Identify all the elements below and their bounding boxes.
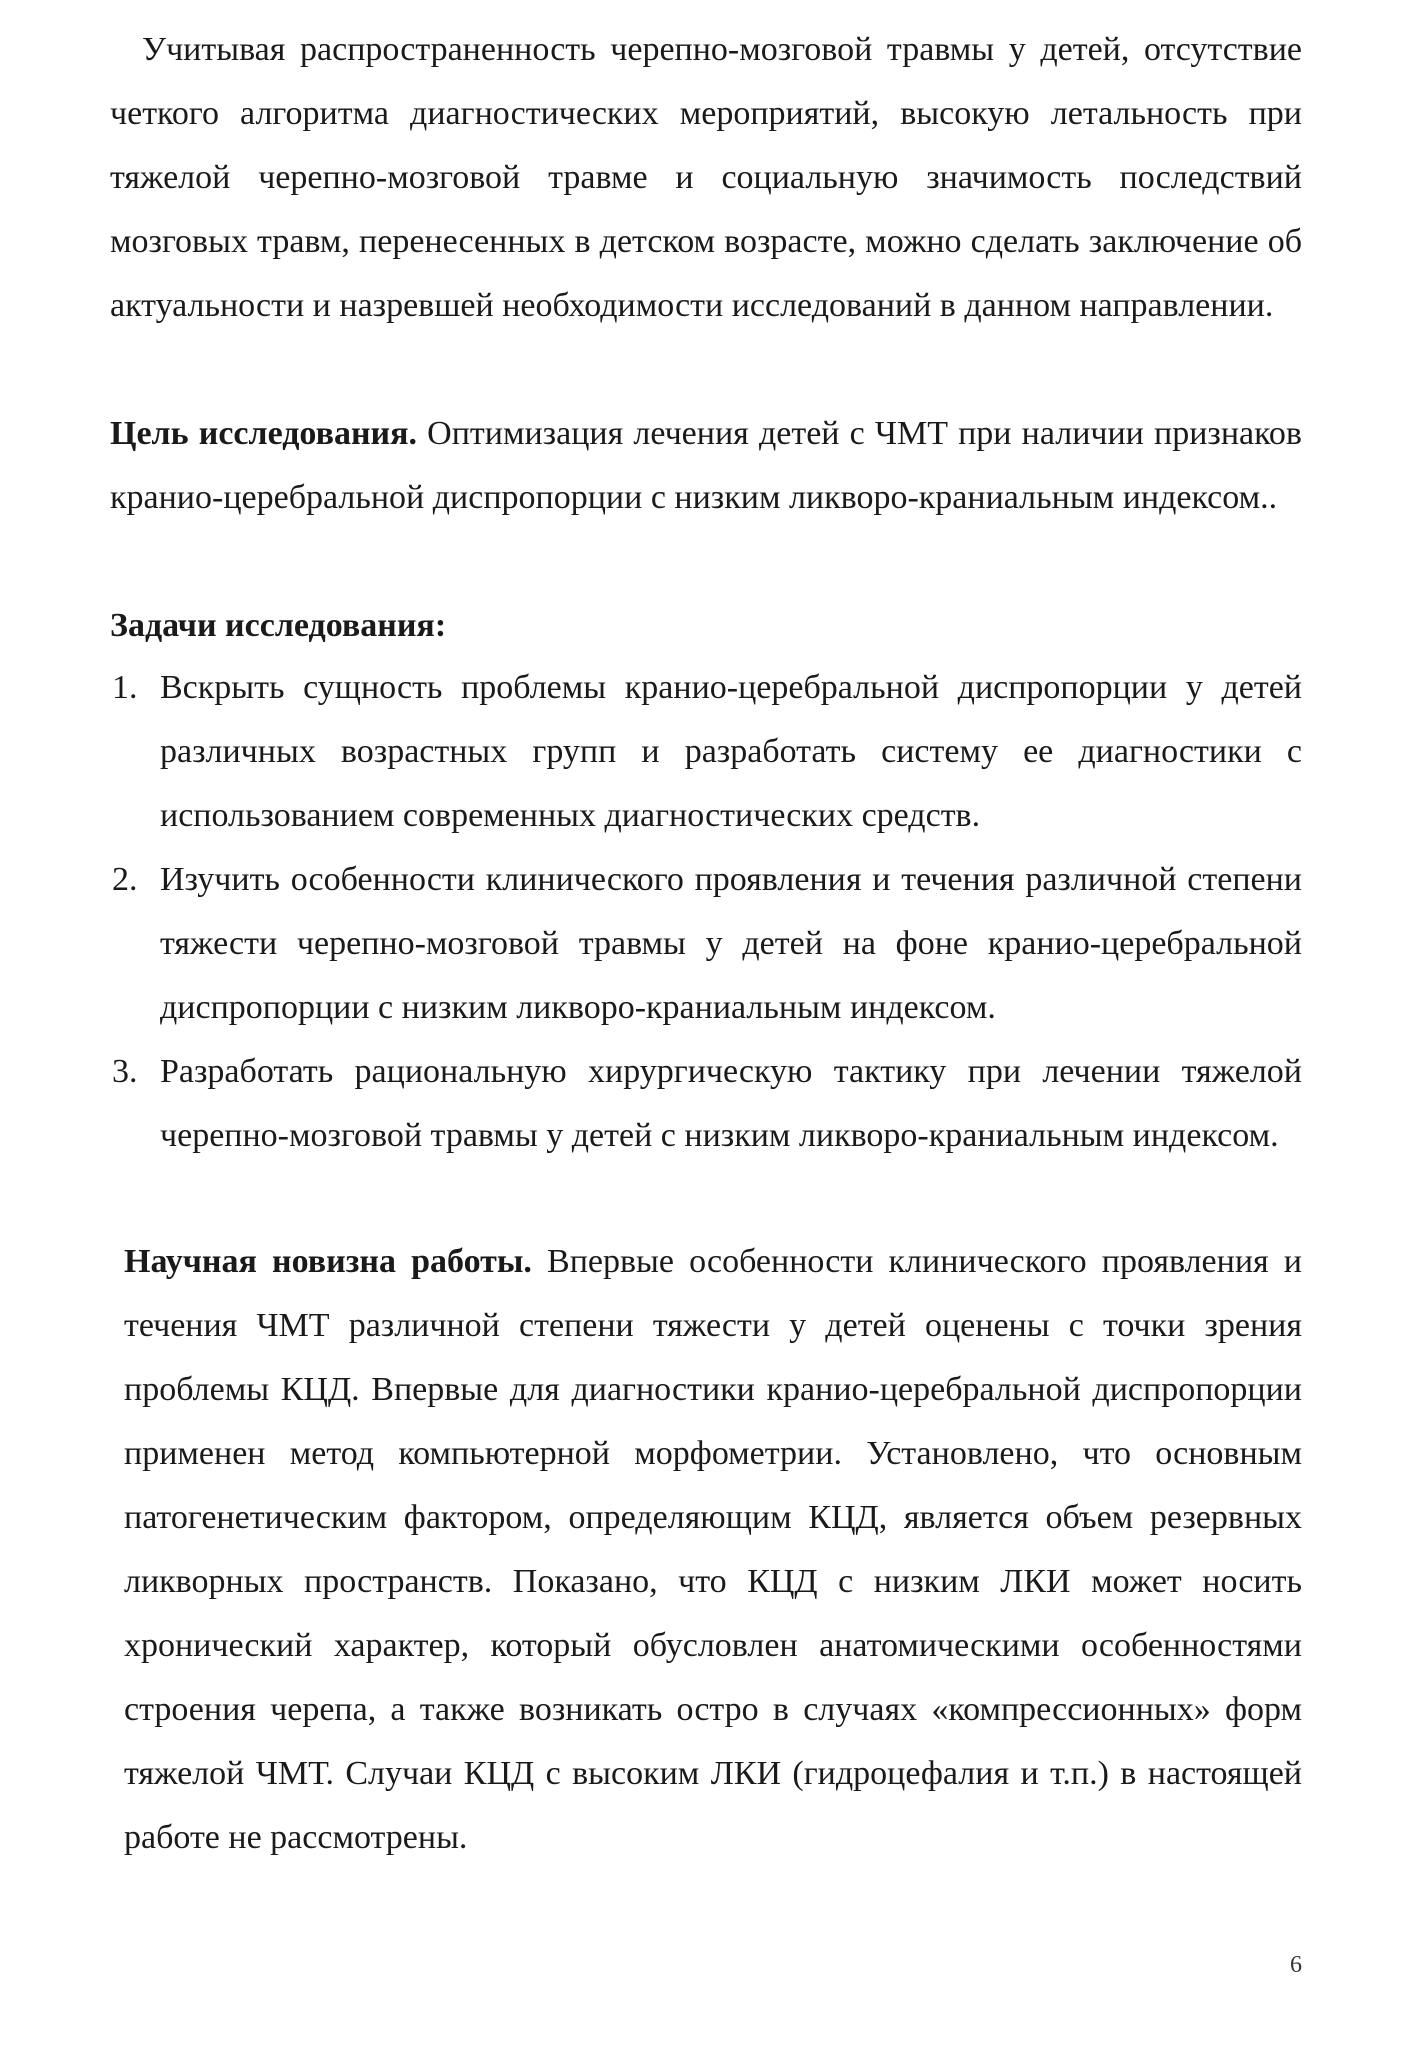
list-item-number: 1. — [112, 669, 138, 706]
page-number: 6 — [1290, 1952, 1302, 1978]
novelty-text: Впервые особенности клинического проявления и течения ЧМТ различной степени тяжести у детей оценены с точки зрения проблемы КЦД. Впервые для диагностики кранио-церебральной диспропорции применен метод компьютерной морфометрии. Установлено, что основным патогенетическим фактором, определяющим КЦД, является объем резервных ликворных пространств. Показано, что КЦД с низким ЛКИ может носить хронический характер, который обусловлен анатомическими особенностями строения черепа, а также возникать остро в случаях «компрессионных» форм тяжелой ЧМТ. Случаи КЦД с высоким ЛКИ (гидроцефалия и т.п.) в настоящей работе не рассмотрены. — [124, 1243, 1302, 1856]
list-item-text: Вскрыть сущность проблемы кранио-церебральной диспропорции у детей различных возрастных групп и разработать систему ее диагностики с использованием современных диагностических средств. — [160, 669, 1302, 834]
list-item-number: 2. — [112, 861, 138, 898]
list-item-text: Изучить особенности клинического проявления и течения различной степени тяжести черепно-мозговой травмы у детей на фоне кранио-церебральной диспропорции с низким ликворо-краниальным индексом. — [160, 861, 1302, 1026]
tasks-heading: Задачи исследования: — [110, 607, 447, 644]
intro-paragraph — [110, 18, 1302, 338]
list-item — [110, 848, 1302, 1040]
goal-text: Оптимизация лечения детей с ЧМТ при наличии признаков кранио-церебральной диспропорции с низким ликворо-краниальным индексом.. — [110, 415, 1302, 516]
list-item — [110, 1040, 1302, 1168]
list-item-number: 3. — [112, 1053, 138, 1090]
list-item-text: Разработать рациональную хирургическую тактику при лечении тяжелой черепно-мозговой травмы у детей с низким ликворо-краниальным индексом. — [160, 1053, 1302, 1154]
intro-text: Учитывая распространенность черепно-мозговой травмы у детей, отсутствие четкого алгоритма диагностических мероприятий, высокую летальность при тяжелой черепно-мозговой травме и социальную значимость последствий мозговых травм, перенесенных в детском возрасте, можно сделать заключение об актуальности и назревшей необходимости исследований в данном направлении. — [110, 31, 1302, 324]
goal-paragraph — [110, 402, 1302, 530]
list-item — [110, 656, 1302, 848]
goal-label: Цель исследования. — [110, 415, 418, 452]
novelty-label: Научная новизна работы. — [124, 1243, 532, 1280]
tasks-list — [110, 656, 1302, 1168]
novelty-paragraph — [124, 1230, 1302, 1870]
